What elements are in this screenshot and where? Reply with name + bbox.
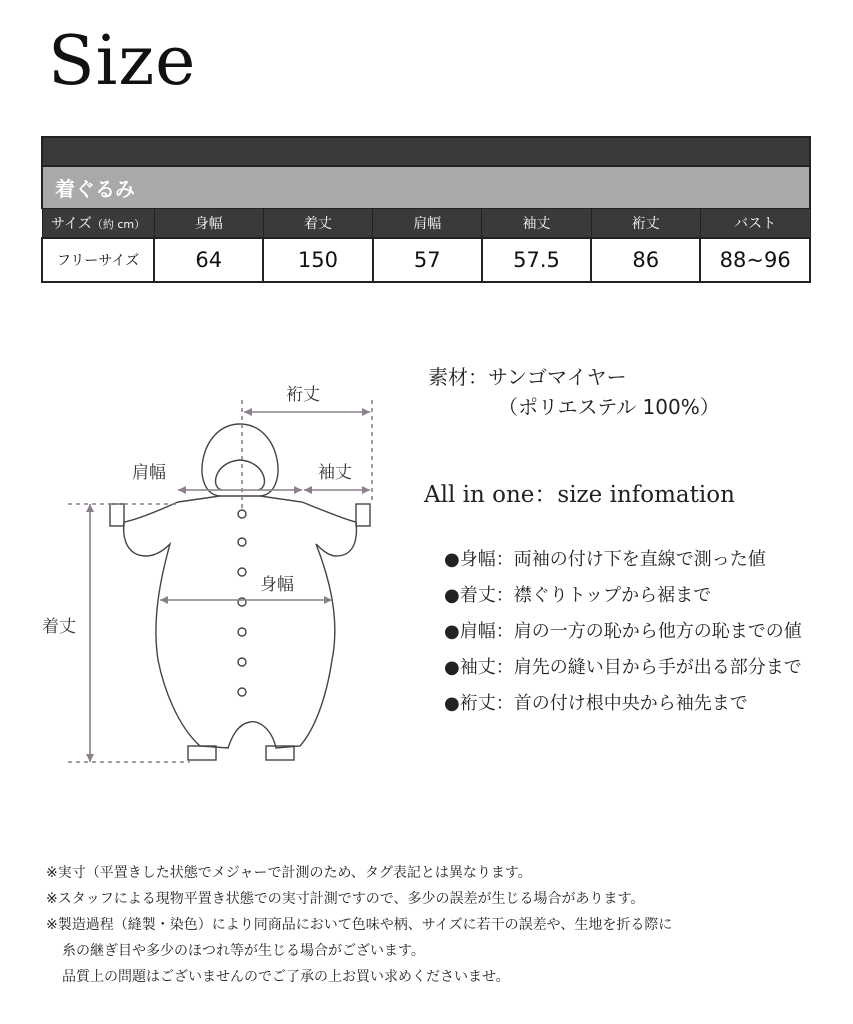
note-item: 糸の継ぎ目や多少のほつれ等が生じる場合がございます。 [62, 943, 425, 959]
column-header: 裄丈 [591, 209, 700, 239]
definition-item: ●肩幅：肩の一方の恥から他方の恥までの値 [444, 621, 802, 642]
right-cuff [356, 504, 370, 526]
definition-item: ●身幅：両袖の付け下を直線で測った値 [444, 549, 766, 570]
value-cell: 150 [263, 238, 372, 282]
hood-inner [216, 460, 265, 490]
button-icon [238, 568, 246, 576]
body-outline [124, 496, 357, 748]
katahaba-label: 肩幅 [132, 463, 166, 483]
material-line: 素材：サンゴマイヤー [428, 365, 627, 389]
note-item: ※製造過程（縫製・染色）により同商品において色味や柄、サイズに若干の誤差や、生地を折る際に [46, 917, 673, 933]
measurement-definitions [444, 545, 802, 725]
material-composition: （ポリエステル 100%） [498, 395, 720, 419]
table-product-row [42, 166, 810, 209]
mihaba-label: 身幅 [260, 575, 294, 595]
table-row [42, 238, 810, 282]
column-header: 着丈 [263, 209, 372, 239]
subtitle: All in one：size infomation [424, 482, 735, 508]
size-table [41, 136, 811, 283]
left-leg-cuff [188, 746, 216, 760]
button-icon [238, 658, 246, 666]
yukitake-label: 裄丈 [286, 385, 320, 405]
column-header: 肩幅 [373, 209, 482, 239]
material-info [428, 362, 720, 422]
note-item: 品質上の問題はございませんのでご了承の上お買い求めくださいませ。 [62, 969, 510, 985]
table-header-row [42, 209, 810, 239]
value-cell: 64 [154, 238, 263, 282]
note-item: ※実寸（平置きした状態でメジャーで計測のため、タグ表記とは異なります。 [46, 865, 532, 881]
garment-diagram [42, 370, 390, 790]
left-cuff [110, 504, 124, 526]
button-icon [238, 538, 246, 546]
product-name: 着ぐるみ [42, 166, 810, 209]
value-cell: 86 [591, 238, 700, 282]
column-header: 身幅 [154, 209, 263, 239]
definition-item: ●袖丈：肩先の縫い目から手が出る部分まで [444, 657, 802, 678]
notes [46, 862, 672, 992]
value-cell: 57 [373, 238, 482, 282]
kitake-label: 着丈 [42, 617, 76, 637]
size-column-header: サイズ（約 cm） [42, 209, 154, 239]
definition-item: ●着丈：襟ぐりトップから裾まで [444, 585, 712, 606]
table-top-bar [42, 137, 810, 166]
button-icon [238, 628, 246, 636]
size-cell: フリーサイズ [42, 238, 154, 282]
column-header: バスト [700, 209, 810, 239]
sodetake-label: 袖丈 [318, 463, 352, 483]
note-item: ※スタッフによる現物平置き状態での実寸計測ですので、多少の誤差が生じる場合があります。 [46, 891, 645, 907]
column-header: 袖丈 [482, 209, 591, 239]
button-icon [238, 510, 246, 518]
definition-item: ●裄丈：首の付け根中央から袖先まで [444, 693, 748, 714]
button-icon [238, 688, 246, 696]
value-cell: 88~96 [700, 238, 810, 282]
page-title: Size [48, 22, 197, 101]
value-cell: 57.5 [482, 238, 591, 282]
